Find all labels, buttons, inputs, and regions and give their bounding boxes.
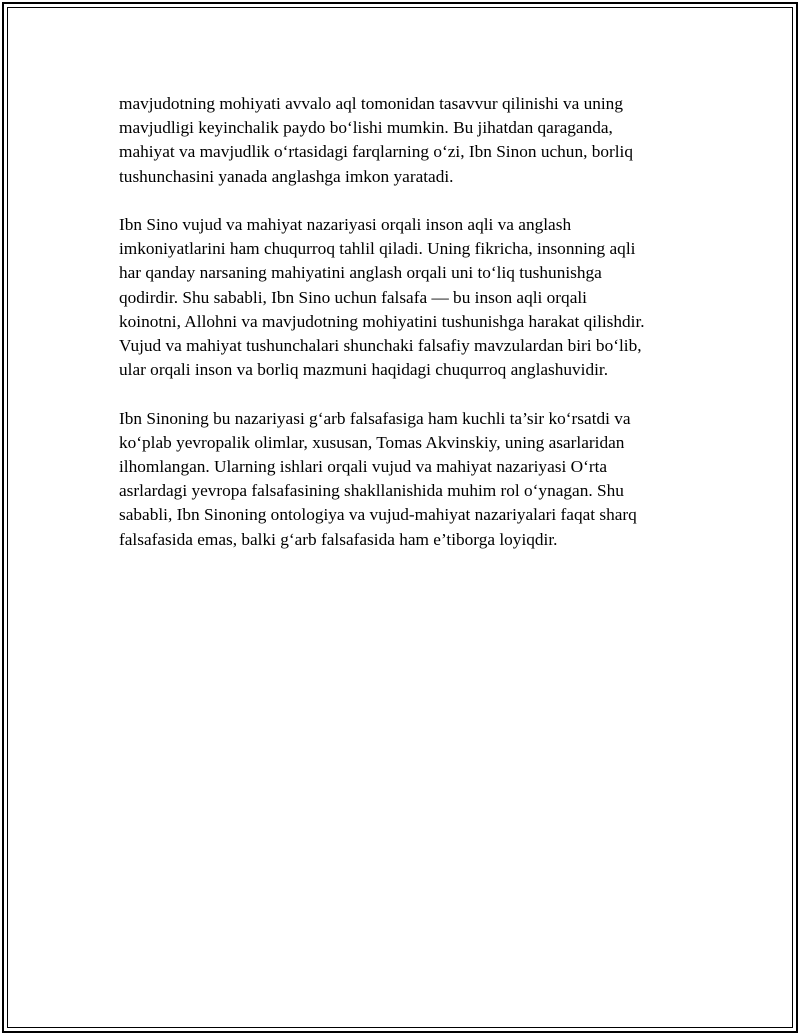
text-line: mavjudotning mohiyati avvalo aql tomonidan tasavvur qilinishi va uning — [119, 94, 623, 113]
text-line: mavjudligi keyinchalik paydo bo‘lishi mumkin. Bu jihatdan qaraganda, — [119, 118, 613, 138]
text-line: ular orqali inson va borliq mazmuni haqidagi chuqurroq anglashuvidir. — [119, 360, 609, 380]
text-line: ko‘plab yevropalik olimlar, xususan, Tomas Akvinskiy, uning asarlaridan — [119, 432, 625, 452]
text-line: Ibn Sinoning bu nazariyasi g‘arb falsafasiga ham kuchli ta’sir ko‘rsatdi va — [119, 408, 631, 428]
text-line: Vujud va mahiyat tushunchalari shunchaki falsafiy mavzulardan biri bo‘lib, — [119, 336, 642, 356]
text-line: qodirdir. Shu sababli, Ibn Sino uchun falsafa — bu inson aqli orqali — [119, 287, 587, 307]
text-line: falsafasida emas, balki g‘arb falsafasida ham e’tiborga loyiqdir. — [119, 529, 558, 549]
paragraph-1 — [119, 92, 699, 189]
text-line: tushunchasini yanada anglashga imkon yaratadi. — [119, 166, 454, 186]
text-line: ilhomlangan. Ularning ishlari orqali vujud va mahiyat nazariyasi O‘rta — [119, 457, 608, 477]
text-line: har qanday narsaning mahiyatini anglash orqali uni to‘liq tushunishga — [119, 263, 602, 283]
paragraph-2 — [119, 213, 699, 382]
text-line: asrlardagi yevropa falsafasining shakllanishida muhim rol o‘ynagan. Shu — [119, 481, 624, 501]
paragraph-3 — [119, 407, 699, 552]
text-line: sababli, Ibn Sinoning ontologiya va vujud-mahiyat nazariyalari faqat sharq — [119, 505, 637, 525]
text-line: koinotni, Allohni va mavjudotning mohiyatini tushunishga harakat qilishdir. — [119, 311, 645, 331]
text-line: mahiyat va mavjudlik o‘rtasidagi farqlarning o‘zi, Ibn Sinon uchun, borliq — [119, 142, 633, 162]
text-line: Ibn Sino vujud va mahiyat nazariyasi orqali inson aqli va anglash — [119, 215, 572, 234]
document-body — [119, 92, 699, 576]
text-line: imkoniyatlarini ham chuqurroq tahlil qiladi. Uning fikricha, insonning aqli — [119, 239, 636, 259]
